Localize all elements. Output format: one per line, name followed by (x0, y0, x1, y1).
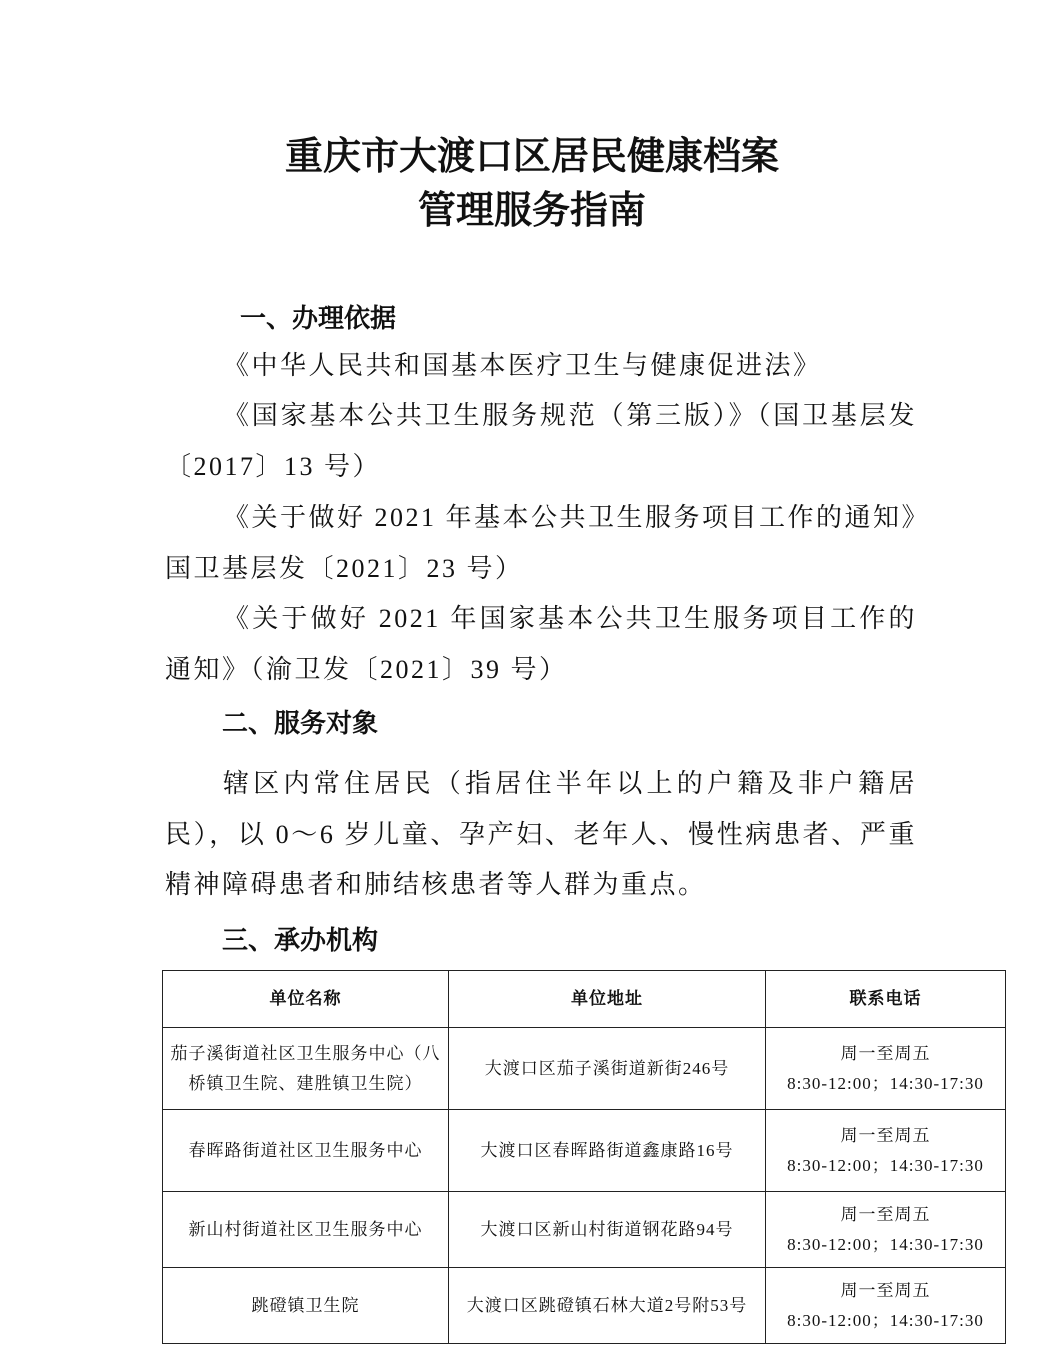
header-address: 单位地址 (449, 971, 766, 1028)
document-title (0, 130, 1064, 238)
paragraph: 辖区内常住居民（指居住半年以上的户籍及非户籍居民），以 0～6 岁儿童、孕产妇、老年人、慢性病患者、严重精神障碍患者和肺结核患者等人群为重点。 (165, 769, 917, 899)
cell-hours (766, 1268, 1006, 1344)
cell-name: 茄子溪街道社区卫生服务中心（八桥镇卫生院、建胜镇卫生院） (163, 1028, 449, 1110)
days: 周一至周五 (840, 1204, 931, 1224)
header-name: 单位名称 (163, 971, 449, 1028)
table-row (163, 1028, 1006, 1110)
cell-name: 新山村街道社区卫生服务中心 (163, 1192, 449, 1268)
paragraph: 《中华人民共和国基本医疗卫生与健康促进法》 (223, 351, 822, 380)
title-line-2: 管理服务指南 (417, 190, 646, 232)
section-heading-target: 二、服务对象 (222, 709, 379, 739)
header-phone: 联系电话 (766, 971, 1006, 1028)
cell-hours (766, 1110, 1006, 1192)
section-heading-basis: 一、办理依据 (240, 304, 397, 334)
institution-table (162, 970, 1006, 1344)
hours: 8:30-12:00；14:30-17:30 (787, 1234, 984, 1254)
hours: 8:30-12:00；14:30-17:30 (787, 1310, 984, 1330)
days: 周一至周五 (840, 1280, 931, 1300)
cell-hours (766, 1028, 1006, 1110)
table-row (163, 1192, 1006, 1268)
hours: 8:30-12:00；14:30-17:30 (787, 1073, 984, 1093)
cell-hours (766, 1192, 1006, 1268)
cell-address: 大渡口区茄子溪街道新街246号 (449, 1028, 766, 1110)
days: 周一至周五 (840, 1043, 931, 1063)
table-row (163, 1110, 1006, 1192)
section-heading-institutions: 三、承办机构 (222, 926, 379, 956)
table-row (163, 1268, 1006, 1344)
cell-address: 大渡口区春晖路街道鑫康路16号 (449, 1110, 766, 1192)
cell-address: 大渡口区新山村街道钢花路94号 (449, 1192, 766, 1268)
cell-address: 大渡口区跳磴镇石林大道2号附53号 (449, 1268, 766, 1344)
title-line-1: 重庆市大渡口区居民健康档案 (284, 136, 779, 178)
paragraph: 《关于做好 2021 年国家基本公共卫生服务项目工作的通知》（渝卫发〔2021〕39 号） (165, 604, 917, 684)
cell-name: 春晖路街道社区卫生服务中心 (163, 1110, 449, 1192)
paragraph: 《关于做好 2021 年基本公共卫生服务项目工作的通知》国卫基层发〔2021〕23 号） (165, 503, 918, 583)
table-header-row (163, 971, 1006, 1028)
cell-name: 跳磴镇卫生院 (163, 1268, 449, 1344)
days: 周一至周五 (840, 1125, 931, 1145)
paragraph: 《国家基本公共卫生服务规范（第三版）》（国卫基层发〔2017〕13 号） (165, 401, 917, 481)
hours: 8:30-12:00；14:30-17:30 (787, 1155, 984, 1175)
